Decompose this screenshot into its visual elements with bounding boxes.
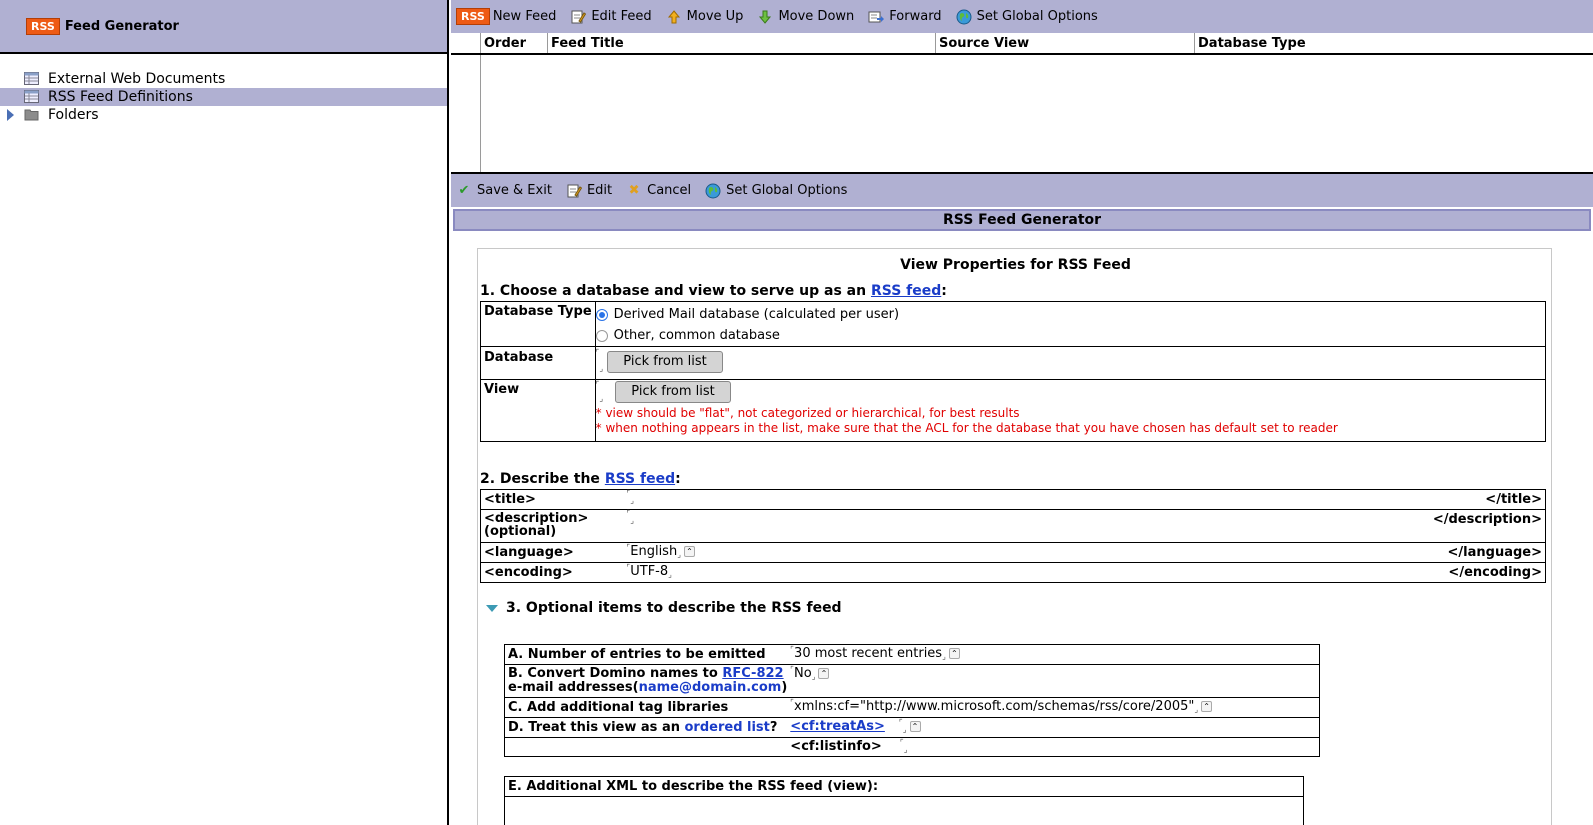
rss-feed-link[interactable]: RSS feed bbox=[870, 283, 942, 299]
field-start-marker: ⌜ bbox=[626, 509, 631, 518]
title-open-tag: <title> bbox=[481, 490, 627, 510]
field-start-marker: ⌜ bbox=[595, 380, 600, 389]
description-open-tag bbox=[481, 510, 627, 543]
treat-as-link[interactable]: <cf:treatAs> bbox=[790, 719, 885, 734]
dropdown-icon[interactable]: ⌃ bbox=[949, 648, 960, 659]
radio-selected-icon[interactable] bbox=[596, 309, 608, 321]
dropdown-icon[interactable]: ⌃ bbox=[910, 721, 921, 732]
form-toolbar bbox=[451, 174, 1593, 207]
field-end-marker: ⌟ bbox=[902, 725, 907, 734]
email-example: name@domain.com bbox=[638, 680, 782, 695]
view-field bbox=[595, 380, 1545, 442]
additional-xml-table bbox=[504, 776, 1304, 825]
forward-label: Forward bbox=[889, 9, 942, 24]
column-source-view[interactable]: Source View bbox=[936, 33, 1195, 53]
section-1-colon: : bbox=[941, 283, 947, 299]
database-table bbox=[480, 301, 1546, 442]
encoding-field[interactable] bbox=[627, 563, 1426, 583]
set-global-options-label: Set Global Options bbox=[726, 183, 848, 198]
section-2-colon: : bbox=[675, 471, 681, 487]
optional-items-table bbox=[504, 644, 1320, 757]
forward-button[interactable] bbox=[868, 9, 941, 25]
content-pane bbox=[451, 0, 1593, 825]
view-toolbar bbox=[451, 0, 1593, 33]
note-flat-view: * view should be "flat", not categorized or hierarchical, for best results bbox=[595, 406, 1020, 420]
description-tag: <description> bbox=[484, 511, 589, 526]
title-close-tag: </title> bbox=[1426, 490, 1546, 510]
move-down-button[interactable] bbox=[757, 9, 854, 25]
treat-as-field[interactable] bbox=[790, 718, 1319, 738]
option-label: Other, common database bbox=[613, 328, 780, 343]
dropdown-icon[interactable]: ⌃ bbox=[818, 668, 829, 679]
save-exit-button[interactable] bbox=[456, 183, 552, 199]
language-field[interactable] bbox=[627, 543, 1426, 563]
form-frame bbox=[477, 248, 1552, 825]
list-info-field[interactable] bbox=[790, 738, 1319, 757]
option-derived-mail[interactable] bbox=[596, 304, 1545, 325]
nav-item-external-web-documents[interactable] bbox=[0, 70, 447, 88]
cancel-x-icon: ✖ bbox=[628, 182, 640, 198]
field-end-marker: ⌟ bbox=[599, 394, 604, 403]
field-end-marker: ⌟ bbox=[1194, 705, 1199, 714]
ordered-list-question: ? bbox=[769, 720, 778, 735]
app-title: Feed Generator bbox=[64, 18, 179, 34]
convert-names-close: ) bbox=[781, 680, 788, 695]
nav-item-label: External Web Documents bbox=[48, 71, 226, 87]
move-up-label: Move Up bbox=[686, 9, 744, 24]
language-value: English bbox=[630, 544, 678, 559]
view-list[interactable] bbox=[451, 55, 1593, 174]
tag-libraries-value: xmlns:cf="http://www.microsoft.com/schemas/rss/core/2005" bbox=[794, 699, 1195, 714]
edit-button[interactable] bbox=[566, 183, 612, 199]
cancel-label: Cancel bbox=[647, 183, 692, 198]
field-start-marker: ⌜ bbox=[790, 645, 795, 654]
field-start-marker: ⌜ bbox=[626, 489, 631, 498]
edit-icon bbox=[570, 9, 586, 25]
tag-libraries-field[interactable] bbox=[790, 698, 1319, 718]
field-start-marker: ⌜ bbox=[899, 718, 903, 727]
view-icon bbox=[24, 90, 39, 103]
set-global-options-button[interactable] bbox=[956, 9, 1098, 25]
option-label: Derived Mail database (calculated per user) bbox=[613, 307, 900, 322]
database-field bbox=[595, 347, 1545, 380]
globe-icon bbox=[956, 9, 972, 25]
new-feed-label: New Feed bbox=[492, 9, 557, 24]
edit-label: Edit bbox=[586, 183, 613, 198]
expand-triangle-icon[interactable] bbox=[7, 109, 14, 121]
language-close-tag: </language> bbox=[1426, 543, 1546, 563]
globe-icon bbox=[705, 183, 721, 199]
convert-names-field[interactable] bbox=[790, 665, 1319, 698]
option-common-db[interactable] bbox=[596, 325, 1545, 346]
description-optional: (optional) bbox=[484, 524, 557, 539]
section-3-heading[interactable] bbox=[486, 600, 842, 616]
column-feed-title[interactable]: Feed Title bbox=[548, 33, 936, 53]
form-area bbox=[451, 210, 1593, 825]
rfc-822-link[interactable]: RFC-822 bbox=[722, 666, 784, 681]
nav-item-folders[interactable] bbox=[0, 106, 447, 124]
section-1-text: 1. Choose a database and view to serve up as an bbox=[480, 283, 871, 299]
view-label: View bbox=[481, 380, 596, 442]
navigator bbox=[0, 70, 447, 124]
ordered-list-label bbox=[505, 718, 791, 738]
section-2-text: 2. Describe the bbox=[480, 471, 605, 487]
description-close-tag: </description> bbox=[1426, 510, 1546, 543]
entries-value: 30 most recent entries bbox=[794, 646, 943, 661]
entries-field[interactable] bbox=[790, 645, 1319, 665]
convert-names-line2: e-mail addresses( bbox=[508, 680, 639, 695]
app-header bbox=[0, 0, 447, 54]
field-end-marker: ⌟ bbox=[668, 570, 672, 579]
section-2-heading bbox=[480, 471, 681, 487]
view-gutter bbox=[480, 55, 481, 172]
field-start-marker: ⌜ bbox=[790, 665, 795, 674]
encoding-value: UTF-8 bbox=[630, 564, 669, 579]
empty-cell bbox=[505, 738, 791, 757]
entries-label: A. Number of entries to be emitted bbox=[505, 645, 791, 665]
new-feed-button[interactable] bbox=[456, 8, 556, 25]
tag-libraries-label: C. Add additional tag libraries bbox=[505, 698, 791, 718]
properties-title: View Properties for RSS Feed bbox=[900, 257, 1131, 273]
ordered-list-link[interactable]: ordered list bbox=[684, 720, 770, 735]
dropdown-icon[interactable]: ⌃ bbox=[1201, 701, 1212, 712]
form-set-global-options-button[interactable] bbox=[705, 183, 847, 199]
nav-item-label: Folders bbox=[48, 107, 99, 123]
section-3-text: 3. Optional items to describe the RSS feed bbox=[506, 600, 842, 616]
field-end-marker: ⌟ bbox=[903, 745, 908, 754]
description-field[interactable] bbox=[627, 510, 1426, 543]
save-exit-label: Save & Exit bbox=[477, 183, 552, 198]
convert-names-text: B. Convert Domino names to bbox=[508, 666, 723, 681]
collapse-triangle-icon[interactable] bbox=[486, 605, 498, 612]
column-selector bbox=[451, 33, 481, 53]
note-acl: * when nothing appears in the list, make sure that the ACL for the database that you have chosen has default set to reader bbox=[595, 421, 1338, 435]
form-title: RSS Feed Generator bbox=[453, 209, 1591, 231]
ordered-list-text: D. Treat this view as an bbox=[508, 720, 685, 735]
arrow-up-icon bbox=[666, 9, 682, 25]
rss-feed-link[interactable]: RSS feed bbox=[604, 471, 676, 487]
field-start-marker: ⌜ bbox=[595, 348, 600, 357]
convert-names-label bbox=[505, 665, 791, 698]
field-end-marker: ⌟ bbox=[811, 672, 816, 681]
field-start-marker: ⌜ bbox=[626, 543, 631, 552]
describe-table bbox=[480, 489, 1546, 583]
section-1-heading bbox=[480, 283, 947, 299]
edit-icon bbox=[566, 183, 582, 199]
dropdown-icon[interactable]: ⌃ bbox=[684, 546, 695, 557]
database-type-options bbox=[595, 302, 1545, 347]
additional-xml-label: E. Additional XML to describe the RSS feed (view): bbox=[505, 777, 1304, 797]
edit-feed-button[interactable] bbox=[570, 9, 651, 25]
nav-item-rss-feed-definitions[interactable] bbox=[0, 88, 447, 106]
move-down-label: Move Down bbox=[778, 9, 855, 24]
field-end-marker: ⌟ bbox=[599, 364, 604, 373]
radio-unselected-icon[interactable] bbox=[596, 330, 608, 342]
field-end-marker: ⌟ bbox=[942, 652, 946, 661]
field-start-marker: ⌜ bbox=[899, 738, 904, 747]
field-start-marker: ⌜ bbox=[790, 698, 795, 707]
checkmark-icon: ✔ bbox=[458, 182, 470, 198]
title-field[interactable] bbox=[627, 490, 1426, 510]
folder-icon bbox=[24, 108, 39, 121]
rss-logo: RSS bbox=[26, 18, 60, 35]
field-start-marker: ⌜ bbox=[626, 563, 631, 572]
database-label: Database bbox=[481, 347, 596, 380]
column-order[interactable]: Order bbox=[481, 33, 548, 53]
field-end-marker: ⌟ bbox=[630, 516, 634, 525]
database-type-label: Database Type bbox=[481, 302, 596, 347]
forward-icon bbox=[868, 9, 884, 25]
encoding-close-tag: </encoding> bbox=[1426, 563, 1546, 583]
arrow-down-icon bbox=[757, 9, 773, 25]
list-info-tag: <cf:listinfo> bbox=[790, 739, 882, 754]
cancel-button[interactable] bbox=[626, 183, 691, 199]
move-up-button[interactable] bbox=[666, 9, 744, 25]
view-column-header bbox=[451, 33, 1593, 55]
nav-item-label: RSS Feed Definitions bbox=[48, 89, 193, 105]
language-open-tag: <language> bbox=[481, 543, 627, 563]
set-global-options-label: Set Global Options bbox=[976, 9, 1098, 24]
view-icon bbox=[24, 72, 39, 85]
edit-feed-label: Edit Feed bbox=[591, 9, 652, 24]
pick-database-button[interactable]: Pick from list bbox=[607, 351, 722, 373]
encoding-open-tag: <encoding> bbox=[481, 563, 627, 583]
column-database-type[interactable]: Database Type bbox=[1198, 36, 1306, 51]
navigator-pane bbox=[0, 0, 449, 825]
pick-view-button[interactable]: Pick from list bbox=[615, 381, 730, 403]
field-end-marker: ⌟ bbox=[630, 496, 634, 505]
convert-names-value: No bbox=[794, 666, 812, 681]
additional-xml-field[interactable] bbox=[505, 797, 1304, 825]
rss-logo: RSS bbox=[456, 8, 490, 25]
field-end-marker: ⌟ bbox=[677, 550, 681, 559]
